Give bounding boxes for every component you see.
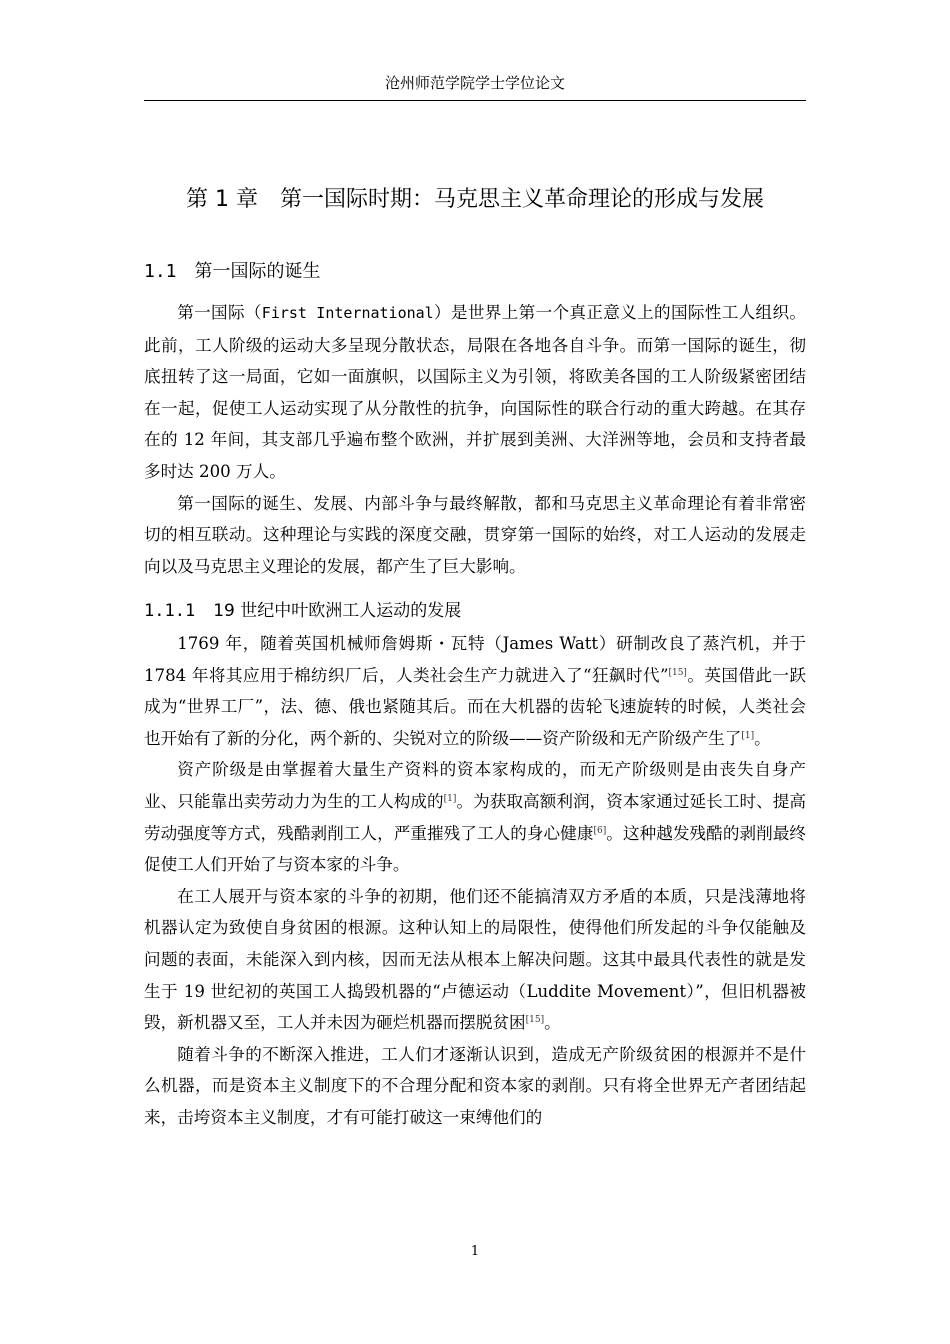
chapter-title: 第 1 章 第一国际时期：马克思主义革命理论的形成与发展 <box>186 187 764 212</box>
p4-text-a: 资产阶级是由掌握着大量生产资料的资本家构成的，而无产阶级则是由丧失自身产业、只能靠出卖劳动力为生的工人构成的 <box>144 760 806 811</box>
section-number: 1.1 <box>144 261 177 282</box>
section-body <box>144 297 806 582</box>
p1-english-term: First International <box>261 304 434 322</box>
paragraph-2: 第一国际的诞生、发展、内部斗争与最终解散，都和马克思主义革命理论有着非常密切的相互联动。这种理论与实践的深度交融，贯穿第一国际的始终，对工人运动的发展走向以及马克思主义理论的发展，都产生了巨大影响。 <box>144 493 806 576</box>
p5-text-a: 在工人展开与资本家的斗争的初期，他们还不能搞清双方矛盾的本质，只是浅薄地将机器认定为致使自身贫困的根源。这种认知上的局限性，使得他们所发起的斗争仅能触及问题的表面，未能深入到内核，因而无法从根本上解决问题。这其中最具代表性的就是发生于 19 世纪初的英国工人捣毁机器的“卢德运动（Luddite Movement）”，但旧机器被毁，新机器又至，工人并未因为砸烂机器而摆脱贫困 <box>144 886 806 1033</box>
p5-text-b: 。 <box>544 1013 561 1033</box>
subsection-number: 1.1.1 <box>144 601 196 621</box>
p3-text-a: 1769 年，随着英国机械师詹姆斯・瓦特（James Watt）研制改良了蒸汽机，并于 1784 年将其应用于棉纺织厂后，人类社会生产力就进入了“狂飙时代” <box>144 634 806 685</box>
header-title: 沧州师范学院学士学位论文 <box>384 74 565 92</box>
p1-text-b: ）是世界上第一个真正意义上的国际性工人组织。此前，工人阶级的运动大多呈现分散状态，局限在各地各自斗争。而第一国际的诞生，彻底扭转了这一局面，它如一面旗帜，以国际主义为引领，将欧美各国的工人阶级紧密团结在一起，促使工人运动实现了从分散性的抗争，向国际性的联合行动的重大跨越。在其存在的 12 年间，其支部几乎遍布整个欧洲，并扩展到美洲、大洋洲等地，会员和支持者最多时达 200 万人。 <box>144 303 806 481</box>
p3-text-b: 。英国借此一跃成为“世界工厂”，法、德、俄也紧随其后。而在大机器的齿轮飞速旋转的时候，人类社会也开始有了新的分化，两个新的、尖锐对立的阶级——资产阶级和无产阶级产生了 <box>144 665 806 748</box>
p3-text-c: 。 <box>754 728 771 748</box>
paragraph-4 <box>144 754 806 880</box>
paragraph-1 <box>144 297 806 488</box>
paragraph-5 <box>144 881 806 1039</box>
p4-text-b: 。为获取高额利润，资本家通过延长工时、提高劳动强度等方式，残酷剥削工人，严重摧残了工人的身心健康 <box>144 791 807 843</box>
section-title: 第一国际的诞生 <box>194 261 321 282</box>
paragraph-6: 随着斗争的不断深入推进，工人们才逐渐认识到，造成无产阶级贫困的根源并不是什么机器，而是资本主义制度下的不合理分配和资本家的剥削。只有将全世界无产者团结起来，击垮资本主义制度，才有可能打破这一束缚他们的 <box>144 1044 806 1127</box>
citation: [15] <box>668 667 687 678</box>
page-number: 1 <box>470 1244 480 1259</box>
subsection-title: 19 世纪中叶欧洲工人运动的发展 <box>213 601 462 621</box>
p4-text-c: 。这种越发残酷的剥削最终促使工人们开始了与资本家的斗争。 <box>144 823 807 875</box>
subsection-body <box>144 628 806 1134</box>
page-header <box>144 66 806 101</box>
citation: [1] <box>741 730 755 741</box>
p1-text-a: 第一国际（ <box>177 303 262 322</box>
citation: [15] <box>525 1015 545 1026</box>
subsection-heading <box>144 594 461 628</box>
section-heading <box>144 255 321 289</box>
paragraph-3 <box>144 628 806 754</box>
citation: [1] <box>443 793 457 804</box>
citation: [6] <box>593 825 607 836</box>
